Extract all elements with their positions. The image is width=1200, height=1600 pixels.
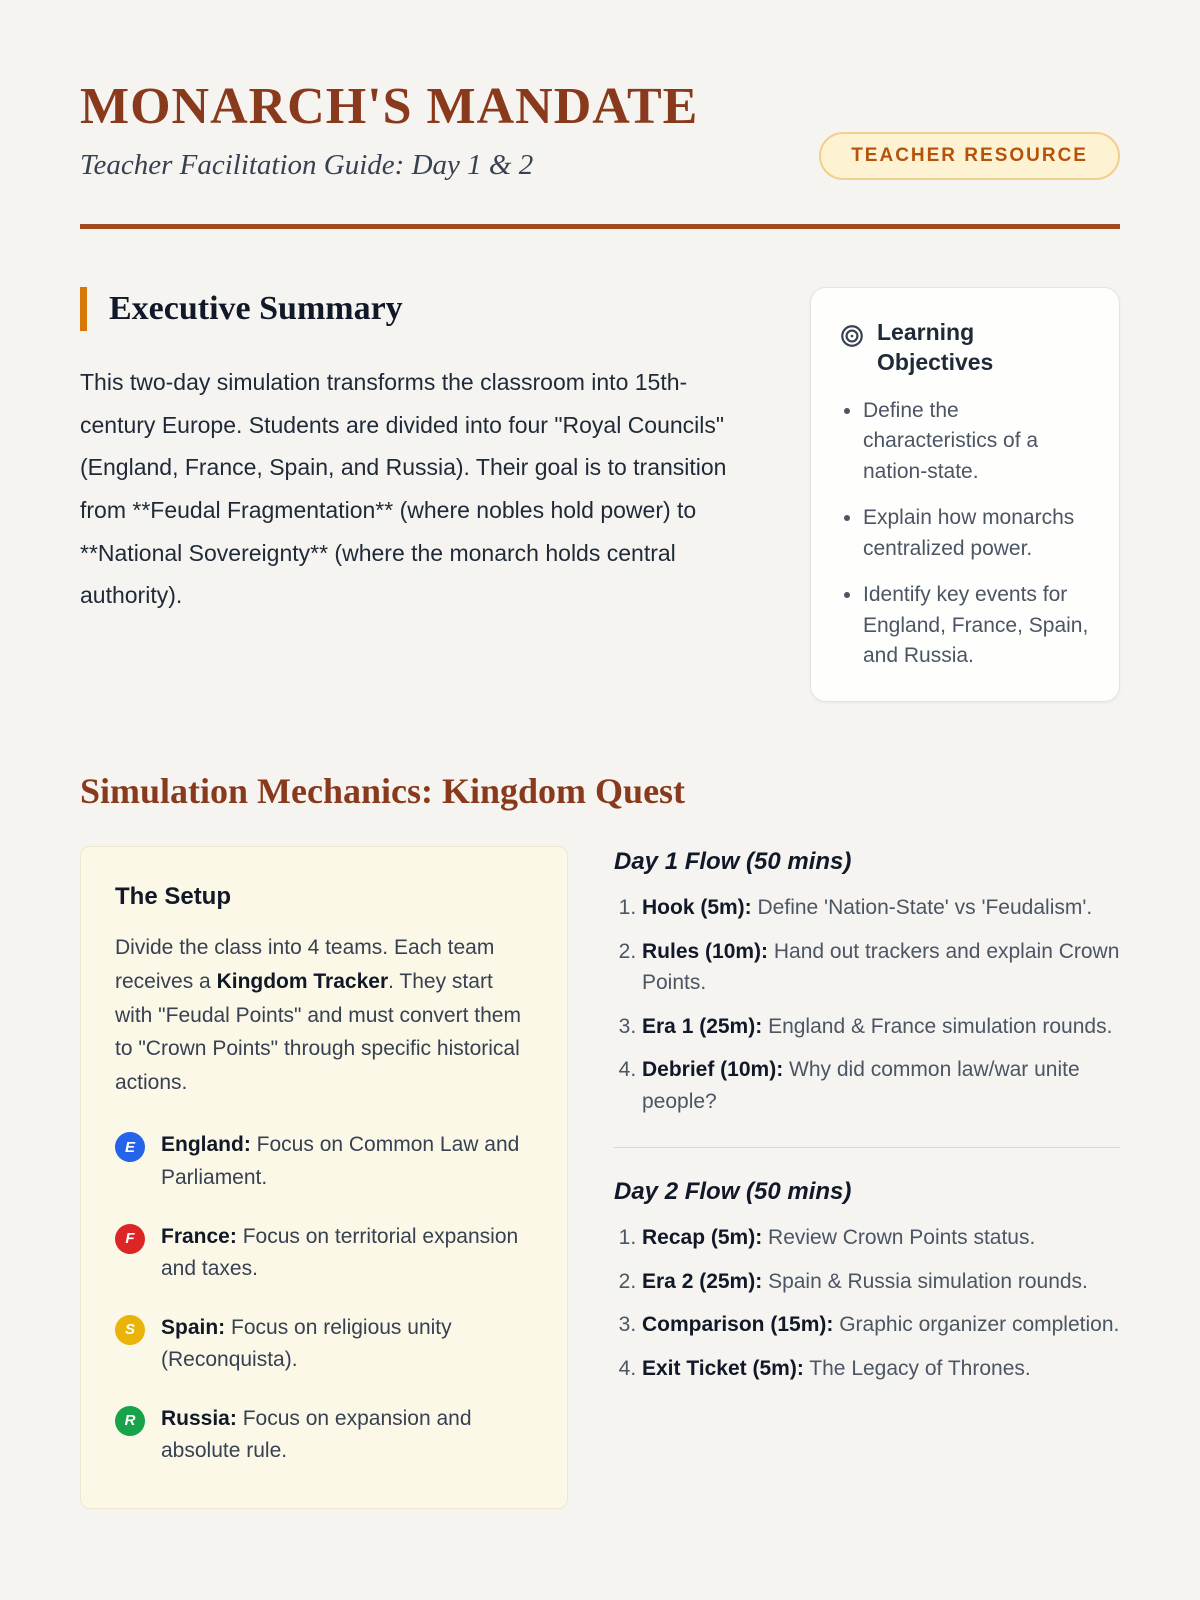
simulation-mechanics-heading: Simulation Mechanics: Kingdom Quest: [80, 771, 686, 812]
header: [80, 78, 1120, 182]
team-desc-england: Focus on Common Law and Parliament.: [161, 1133, 520, 1189]
team-desc-france: Focus on territorial expansion and taxes.: [161, 1224, 519, 1281]
day1-item-text: Define 'Nation-State' vs 'Feudalism'.: [757, 896, 1093, 920]
learning-objective-item: • Explain how monarchs centralized power.: [863, 503, 1091, 564]
day2-flow-item: [642, 1309, 1120, 1341]
day1-item-text: England & France simulation rounds.: [768, 1014, 1113, 1038]
day2-flow-list: [614, 1222, 1120, 1384]
page-subtitle: Teacher Facilitation Guide: Day 1 & 2: [80, 149, 534, 182]
day1-item-label: Hook (5m):: [642, 896, 752, 920]
setup-card: [80, 846, 568, 1508]
day2-item-text: Graphic organizer completion.: [839, 1313, 1120, 1337]
setup-body: [115, 931, 533, 1099]
england-team-icon: E: [115, 1132, 145, 1162]
day1-item-text: Why did common law/war unite people?: [642, 1058, 1080, 1113]
learning-objectives-title-row: [839, 318, 1091, 378]
day2-item-text: Review Crown Points status.: [768, 1226, 1036, 1250]
day2-flow-item: [642, 1222, 1120, 1254]
team-desc-spain: Focus on religious unity (Reconquista).: [161, 1315, 452, 1372]
day1-item-label: Era 1 (25m):: [642, 1014, 763, 1038]
flow-divider: [614, 1147, 1120, 1148]
teacher-resource-badge: TEACHER RESOURCE: [819, 132, 1120, 180]
setup-body-bold: Kingdom Tracker: [216, 970, 389, 994]
russia-team-icon: R: [115, 1406, 145, 1436]
team-name-russia: Russia:: [161, 1406, 237, 1430]
setup-body-suffix: . They start with "Feudal Points" and must convert them to "Crown Points" through specific historical actions.: [115, 970, 521, 1094]
team-row-england: [115, 1129, 533, 1194]
learning-objectives-card: [810, 287, 1120, 702]
executive-summary-heading: Executive Summary: [80, 287, 750, 331]
learning-objectives-heading: Learning Objectives: [877, 319, 994, 376]
day2-item-text: Spain & Russia simulation rounds.: [768, 1269, 1088, 1293]
day1-item-label: Debrief (10m):: [642, 1058, 784, 1082]
bullseye-icon: [839, 323, 865, 354]
day2-item-text: The Legacy of Thrones.: [809, 1356, 1031, 1380]
teams-list: [115, 1129, 533, 1467]
day1-flow-item: [642, 1011, 1120, 1043]
header-divider: [80, 224, 1120, 229]
day1-flow-item: [642, 892, 1120, 924]
france-team-icon: F: [115, 1224, 145, 1254]
team-text-spain: [161, 1312, 533, 1377]
day1-item-label: Rules (10m):: [642, 939, 769, 963]
day1-flow-list: [614, 892, 1120, 1117]
team-name-france: France:: [161, 1224, 237, 1248]
page-title: MONARCH'S MANDATE: [80, 78, 699, 135]
day1-item-text: Hand out trackers and explain Crown Points.: [642, 939, 1120, 995]
day1-flow-item: [642, 936, 1120, 999]
learning-objective-item: • Define the characteristics of a nation-state.: [863, 396, 1091, 487]
team-text-france: [161, 1221, 533, 1286]
day2-flow-heading: Day 2 Flow (50 mins): [614, 1178, 852, 1206]
day2-flow-item: [642, 1266, 1120, 1298]
executive-summary-body: This two-day simulation transforms the classroom into 15th-century Europe. Students are divided into four "Royal Councils" (England, France, Spain, and Russia). Their goal is to transition from **Feudal Fragmentation** (where nobles hold power) to **National Sovereignty** (where the monarch holds central authority).: [80, 369, 727, 609]
simulation-mechanics-section: [80, 846, 1120, 1508]
day2-flow-item: [642, 1353, 1120, 1385]
executive-summary-main: [80, 287, 750, 616]
team-name-spain: Spain:: [161, 1315, 226, 1339]
day1-flow-heading: Day 1 Flow (50 mins): [614, 848, 852, 876]
team-row-spain: [115, 1312, 533, 1377]
team-row-france: [115, 1221, 533, 1286]
day2-item-label: Exit Ticket (5m):: [642, 1356, 804, 1380]
team-desc-russia: Focus on expansion and absolute rule.: [161, 1406, 472, 1463]
team-text-england: [161, 1129, 533, 1194]
spain-team-icon: S: [115, 1315, 145, 1345]
header-title-block: [80, 78, 698, 182]
executive-summary-section: [80, 287, 1120, 702]
day2-item-label: Comparison (15m):: [642, 1313, 834, 1337]
day2-item-label: Recap (5m):: [642, 1226, 763, 1250]
learning-objectives-list: [839, 396, 1091, 672]
setup-body-prefix: Divide the class into 4 teams. Each team receives a: [115, 936, 495, 994]
team-name-england: England:: [161, 1133, 251, 1157]
learning-objective-item: • Identify key events for England, France, Spain, and Russia.: [863, 580, 1091, 671]
day-flows-column: [614, 846, 1120, 1396]
team-row-russia: [115, 1403, 533, 1468]
team-text-russia: [161, 1403, 533, 1468]
day2-item-label: Era 2 (25m):: [642, 1269, 763, 1293]
setup-heading: The Setup: [115, 883, 232, 911]
day1-flow-item: [642, 1054, 1120, 1117]
